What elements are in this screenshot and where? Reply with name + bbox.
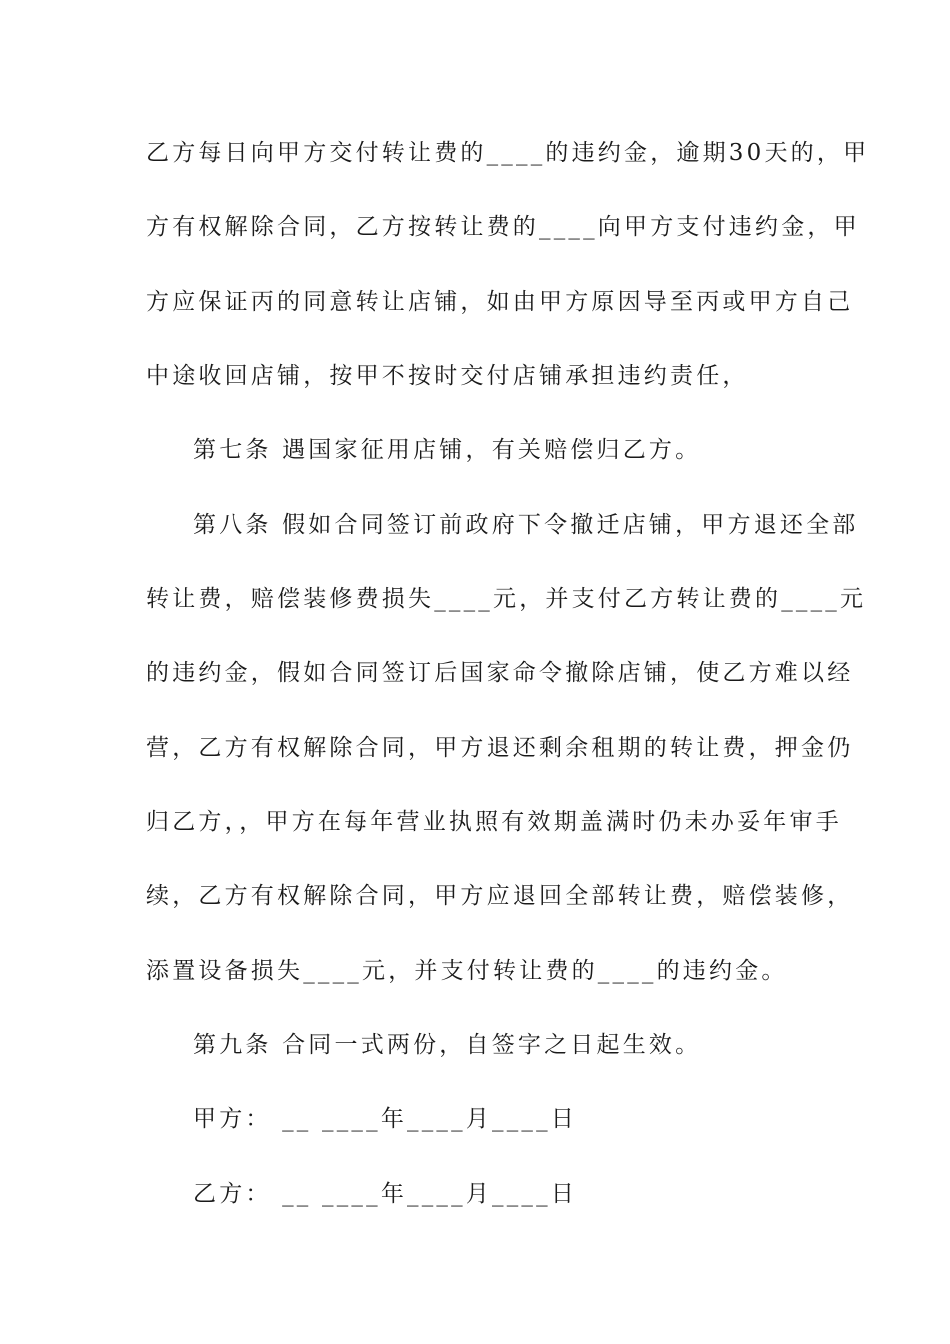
article-7: 第七条 遇国家征用店铺，有关赔偿归乙方。: [193, 437, 702, 463]
party-b-signature-line: 乙方： __ ____年____月____日: [193, 1181, 578, 1207]
article-8-line-5: 归乙方，，甲方在每年营业执照有效期盖满时仍未办妥年审手: [146, 809, 842, 835]
article-8-line-7: 添置设备损失____元，并支付转让费的____的违约金。: [146, 958, 788, 984]
paragraph-line-4: 中途收回店铺，按甲不按时交付店铺承担违约责任，: [146, 363, 749, 389]
article-9: 第九条 合同一式两份，自签字之日起生效。: [193, 1032, 702, 1058]
article-8-line-2: 转让费，赔偿装修费损失____元，并支付乙方转让费的____元: [146, 586, 867, 612]
article-8-line-1: 第八条 假如合同签订前政府下令撤迁店铺，甲方退还全部: [193, 512, 859, 538]
paragraph-line-2: 方有权解除合同，乙方按转让费的____向甲方支付违约金，甲: [146, 214, 860, 240]
party-a-signature-line: 甲方： __ ____年____月____日: [193, 1106, 578, 1132]
article-8-line-4: 营，乙方有权解除合同，甲方退还剩余租期的转让费，押金仍: [146, 735, 854, 761]
paragraph-line-3: 方应保证丙的同意转让店铺，如由甲方原因导至丙或甲方自己: [146, 289, 854, 315]
paragraph-line-1: 乙方每日向甲方交付转让费的____的违约金，逾期30天的，甲: [146, 140, 870, 166]
article-8-line-6: 续，乙方有权解除合同，甲方应退回全部转让费，赔偿装修，: [146, 883, 854, 909]
article-8-line-3: 的违约金，假如合同签订后国家命令撤除店铺，使乙方难以经: [146, 660, 854, 686]
